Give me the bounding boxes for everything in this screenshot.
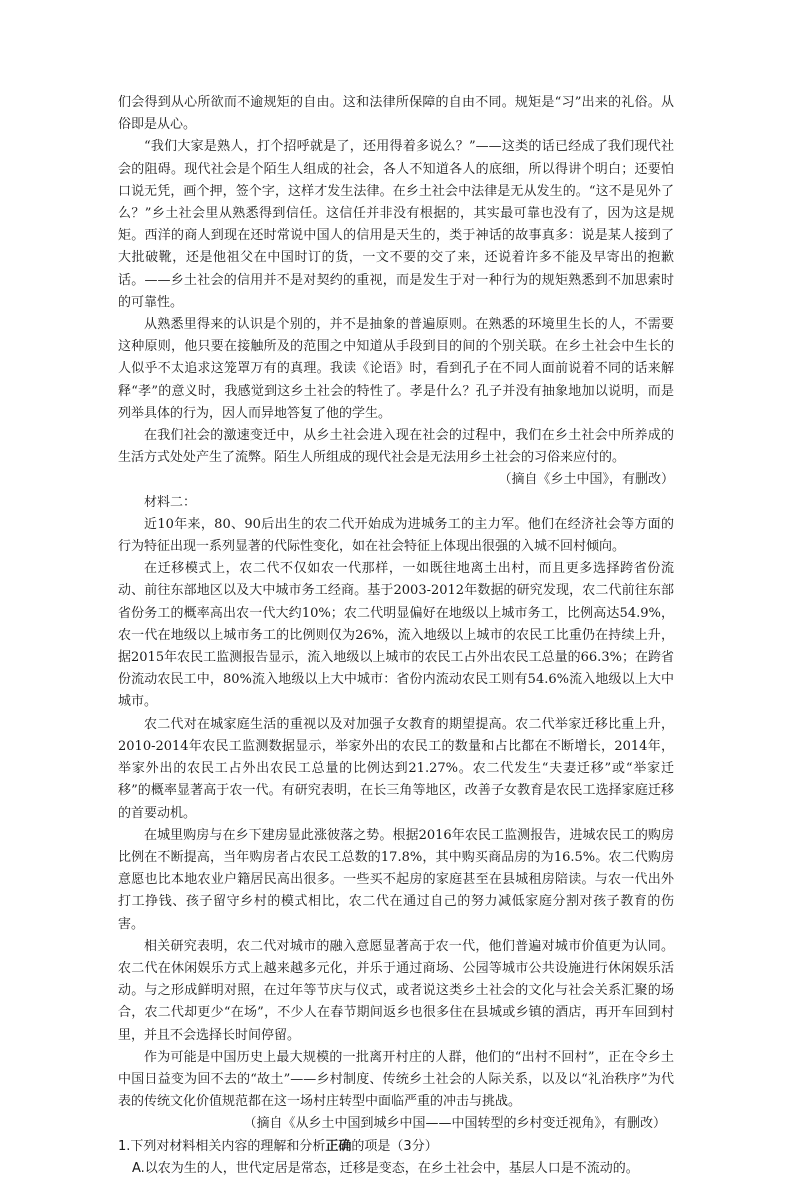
paragraph-2-5: 相关研究表明，农二代对城市的融入意愿显著高于农一代，他们普遍对城市价值更为认同。农二代在休闲娱乐方式上越来越多元化，并乐于通过商场、公园等城市公共设施进行休闲娱乐活动。与之形成鲜明对照，在过年等节庆与仪式，或者说这类乡土社会的文化与社会关系汇聚的场合，农二代却更少“在场”，不少人在春节期间返乡也很多住在县城或乡镇的酒店，再开车回到村里，并且不会选择长时间停留。 — [118, 938, 674, 1043]
paragraph-1-2: “我们大家是熟人，打个招呼就是了，还用得着多说么？”——这类的话已经成了我们现代社会的阻碍。现代社会是个陌生人组成的社会，各人不知道各人的底细，所以得讲个明白；还要怕口说无凭，画个押，签个字，这样才发生法律。在乡土社会中法律是无从发生的。“这不是见外了么？”乡土社会里从熟悉得到信任。这信任并非没有根据的，其实最可靠也没有了，因为这是规矩。西洋的商人到现在还时常说中国人的信用是天生的，类于神话的故事真多：说是某人接到了大批破靴，还是他祖父在中国时订的货，一文不要的交了来，还说着许多不能及早寄出的抱歉话。——乡土社会的信用并不是对契约的重视，而是发生于对一种行为的规矩熟悉到不加思索时的可靠性。 — [118, 139, 674, 310]
question-emphasis: 正确 — [325, 1138, 352, 1154]
paragraph-1-4: 在我们社会的激速变迁中，从乡土社会进入现在社会的过程中，我们在乡土社会中所养成的生活方式处处产生了流弊。陌生人所组成的现代社会是无法用乡土社会的习俗来应付的。 — [118, 428, 674, 466]
paragraph-2-1: 近10年来，80、90后出生的农二代开始成为进城务工的主力军。他们在经济社会等方面的行为特征出现一系列显著的代际性变化，如在社会特征上体现出很强的入城不回村倾向。 — [118, 516, 674, 555]
material-2-heading: 材料二： — [144, 494, 197, 510]
paragraph-1-3: 从熟悉里得来的认识是个别的，并不是抽象的普遍原则。在熟悉的环境里生长的人，不需要这种原则，他只要在接触所及的范围之中知道从手段到目的间的个别关联。在乡土社会中生长的人似乎不太追求这笼罩万有的真理。我读《论语》时，看到孔子在不同人面前说着不同的话来解释“孝”的意义时，我感觉到这乡土社会的特性了。孝是什么？孔子并没有抽象地加以说明，而是列举具体的行为，因人而异地答复了他的学生。 — [118, 317, 674, 421]
question-prefix: 1.下列对材料相关内容的理解和分析 — [118, 1138, 326, 1154]
option-a: A.以农为生的人，世代定居是常态，迁移是变态，在乡土社会中，基层人口是不流动的。 — [132, 1160, 639, 1176]
source-citation-1: （摘自《乡土中国》，有删改） — [498, 472, 674, 488]
source-citation-2: （摘自《从乡土中国到城乡中国——中国转型的乡村变迁视角》，有删改） — [243, 1116, 666, 1132]
document-page — [118, 92, 674, 1180]
paragraph-2-6: 作为可能是中国历史上最大规模的一批离开村庄的人群，他们的“出村不回村”，正在令乡土中国日益变为回不去的“故土”——乡村制度、传统乡土社会的人际关系，以及以“礼治秩序”为代表的传统文化价值规范都在这一场村庄转型中面临严重的冲击与挑战。 — [118, 1049, 674, 1110]
paragraph-1-1: 们会得到从心所欲而不逾规矩的自由。这和法律所保障的自由不同。规矩是“习”出来的礼俗。从俗即是从心。 — [118, 95, 674, 133]
paragraph-2-3: 农二代对在城家庭生活的重视以及对加强子女教育的期望提高。农二代举家迁移比重上升，2010-2014年农民工监测数据显示，举家外出的农民工的数量和占比都在不断增长，2014年，举家外出的农民工占外出农民工总量的比例达到21.27%。农二代发生“夫妻迁移”或“举家迁移”的概率显著高于农一代。有研究表明，在长三角等地区，改善子女教育是农民工选择家庭迁移的首要动机。 — [118, 716, 674, 821]
paragraph-2-4: 在城里购房与在乡下建房显此涨彼落之势。根据2016年农民工监测报告，进城农民工的购房比例在不断提高，当年购房者占农民工总数的17.8%，其中购买商品房的为16.5%。农二代购房意愿也比本地农业户籍居民高出很多。一些买不起房的家庭甚至在县城租房陪读。与农一代出外打工挣钱、孩子留守乡村的模式相比，农二代在通过自己的努力减低家庭分割对孩子教育的伤害。 — [118, 827, 674, 932]
question-suffix: 的项是（3分） — [351, 1138, 438, 1154]
paragraph-2-2: 在迁移模式上，农二代不仅如农一代那样，一如既往地离土出村，而且更多选择跨省份流动、前往东部地区以及大中城市务工经商。基于2003-2012年数据的研究发现，农二代前往东部省份务工的概率高出农一代大约10%；农二代明显偏好在地级以上城市务工，比例高达54.9%，农一代在地级以上城市务工的比例则仅为26%，流入地级以上城市的农民工比重仍在持续上升，据2015年农民工监测报告显示，流入地级以上城市的农民工占外出农民工总量的66.3%；在跨省份流动农民工中，80%流入地级以上大中城市：省份内流动农民工则有54.6%流入地级以上大中城市。 — [118, 561, 674, 710]
question-1 — [118, 1136, 674, 1158]
